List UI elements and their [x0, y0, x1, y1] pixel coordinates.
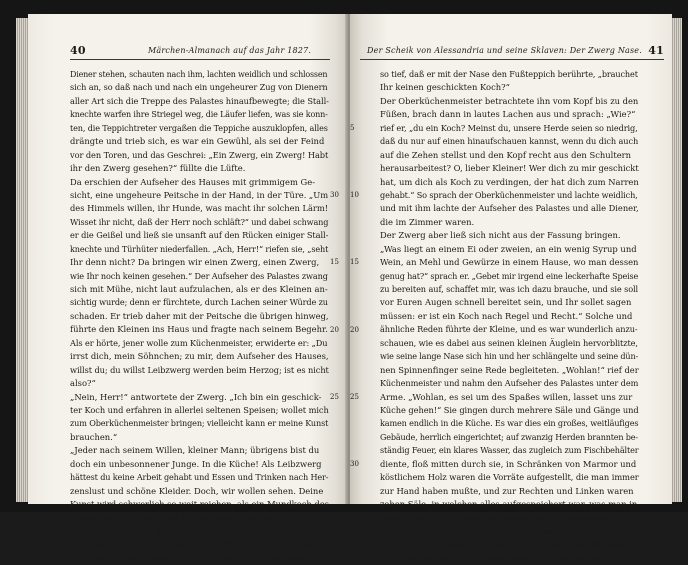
text-line: ihr den Zwerg gesehen?“ füllte die Lüfte.	[70, 163, 246, 174]
line-number: 15	[330, 258, 339, 267]
text-line: genug hat?“ sprach er. „Gebet mir irgend eine leckerhafte Speise	[380, 270, 639, 281]
text-line: drängte und trieb sich, es war ein Gewühl, als sei der Feind	[70, 136, 325, 147]
text-line: daß du nur auf einen hinaufschauen kannst, wenn du dich auch	[380, 136, 639, 147]
line-number: 10	[350, 191, 359, 200]
text-line: wie Ihr noch keinen gesehen.“ Der Aufseher des Palastes zwang	[70, 270, 328, 281]
text-line: „Nein, Herr!“ antwortete der Zwerg. „Ich bin ein geschick-	[70, 391, 322, 402]
right-running-head: Der Scheik von Alessandria und seine Sklaven: Der Zwerg Nase.	[367, 46, 642, 55]
text-line: vor den Toren, und das Geschrei: „Ein Zwerg, ein Zwerg! Habt	[70, 149, 329, 160]
left-page-text	[70, 68, 328, 565]
line-number: 35	[350, 527, 359, 536]
text-line: Küchenmeister und nahm den Aufseher des Palastes unter dem	[380, 378, 639, 389]
text-line: und führte ihn in die Gemächer des Oberküchenmeisters.	[70, 539, 316, 550]
text-line: kamen endlich in die Küche. Es war dies ein großes, weitläufiges	[380, 418, 639, 429]
text-line: gehabt.“ So sprach der Oberküchenmeister und lachte weidlich,	[380, 189, 638, 200]
text-line: Diener stehen, schauten nach ihm, lachten weidlich und schlossen	[70, 70, 328, 79]
text-line: ständig Feuer, ein klares Wasser, das zugleich zum Fischbehälter	[380, 445, 639, 456]
text-line: „Was liegt an einem Ei oder zweien, an ein wenig Syrup und	[380, 243, 637, 254]
text-line: so tief, daß er mit der Nase den Fußteppich berührte, „brauchet	[380, 69, 638, 79]
text-line: Da erschien der Aufseher des Hauses mit grimmigem Ge-	[70, 176, 316, 187]
text-line: rief er, „du ein Koch? Meinst du, unsere Herde seien so niedrig,	[380, 122, 638, 133]
text-line: Arme. „Wohlan, es sei um des Spaßes willen, lasset uns zur	[380, 391, 633, 402]
text-line: allen Ländern von Frankistan und selbst im Morgenlande Köst-	[380, 512, 639, 523]
text-line: zur Hand haben mußte, und zur Rechten und Linken waren	[380, 485, 634, 496]
text-line: Der Oberküchenmeister betrachtete ihn vom Kopf bis zu den	[380, 95, 639, 106]
text-line: Kunst wird schwerlich so weit reichen, als ein Mundkoch des	[70, 499, 329, 509]
text-line: und Pfannen, mit Gabeln und Schaumlöffeln; als aber der	[380, 552, 625, 563]
text-line: wie seine lange Nase sich hin und her schlängelte und seine dün-	[380, 351, 639, 362]
left-page-number: 40	[70, 44, 86, 57]
text-line: diente, floß mitten durch sie, in Schränken von Marmor und	[380, 458, 637, 469]
right-page	[350, 14, 672, 563]
text-line: schauen, wie es dabei aus seinen kleinen Äuglein hervorblitzte,	[380, 337, 638, 348]
text-line: zu bereiten auf, schaffet mir, was ich dazu brauche, und sie soll	[380, 284, 639, 294]
text-line: also?“	[70, 378, 96, 389]
text-line: liches und Leckeres für den Gaumen erfunden. Küchenbediente	[380, 525, 638, 536]
page-stack-left-edge	[16, 18, 28, 502]
text-line: die im Zimmer waren.	[380, 216, 475, 227]
text-line: „Gnädiger Herr“, sprach dort der Zwerg und verbeugte sich	[70, 552, 327, 563]
text-line: Ihr denn nicht? Da bringen wir einen Zwerg, einen Zwerg,	[70, 257, 320, 268]
text-line: zum Oberküchenmeister bringen; vielleicht kann er meine Kunst	[70, 418, 329, 429]
text-line: Als er hörte, jener wolle zum Küchenmeister, erwiderte er: „Du	[70, 337, 328, 348]
text-line: vor Euren Augen schnell bereitet sein, und Ihr sollet sagen	[380, 297, 632, 308]
right-header-rule	[360, 59, 664, 60]
left-running-head: Märchen-Almanach auf das Jahr 1827.	[148, 46, 312, 55]
text-line: er die Geißel und ließ sie unsanft auf den Rücken einiger Stall-	[70, 230, 329, 241]
text-line: schaden. Er trieb daher mit der Peitsche die übrigen hinweg,	[70, 310, 329, 321]
text-line: müssen: er ist ein Koch nach Regel und Recht.“ Solche und	[380, 310, 633, 321]
text-line: Gebäude, herrlich eingerichtet; auf zwanzig Herden brannten be-	[380, 432, 638, 442]
text-line: hat, um dich als Koch zu verdingen, der hat dich zum Narren	[380, 176, 639, 187]
text-line: Küche gehen!“ Sie gingen durch mehrere Säle und Gänge und	[380, 404, 639, 415]
line-number: 25	[350, 392, 359, 401]
text-line: Füßen, brach dann in lautes Lachen aus und sprach: „Wie?“	[380, 109, 636, 120]
line-number: 20	[350, 325, 359, 334]
text-line: herausarbeitest? O, lieber Kleiner! Wer dich zu mir geschickt	[380, 163, 639, 174]
text-line: Wein, an Mehl und Gewürze in einem Hause, wo man dessen	[380, 257, 639, 268]
line-number: 20	[330, 325, 339, 334]
text-line: sich mit Mühe, nicht laut aufzulachen, als er des Kleinen an-	[70, 284, 328, 294]
text-line: Herrn nötig hat, und zum Küchenjungen bist du zu gut.“ Bei	[70, 512, 327, 523]
text-line: sichtig wurde; denn er fürchtete, durch Lachen seiner Würde zu	[70, 297, 328, 308]
text-line: zehen Säle, in welchen alles aufgespeichert war, was man in	[380, 499, 638, 509]
text-line: nen Spinnenfinger seine Rede begleiteten. „Wohlan!“ rief der	[380, 364, 639, 375]
text-line: doch ein unbesonnener Junge. In die Küche! Als Leibzwerg	[70, 458, 322, 469]
right-page-text	[380, 68, 638, 565]
left-header-rule	[70, 59, 330, 60]
text-line: führte den Kleinen ins Haus und fragte nach seinem Begehr.	[70, 324, 328, 335]
text-line: ähnliche Reden führte der Kleine, und es war wunderlich anzu-	[380, 324, 638, 335]
left-page	[28, 14, 348, 563]
text-line: „Jeder nach seinem Willen, kleiner Mann; übrigens bist du	[70, 445, 320, 456]
text-line: auf die Zehen stellst und den Kopf recht aus den Schultern	[380, 149, 632, 160]
text-line: ter Koch und erfahren in allerlei seltenen Speisen; wollet mich	[70, 404, 329, 415]
text-line: hättest du keine Arbeit gehabt und Essen und Trinken nach Her-	[70, 472, 329, 483]
text-line: Ihr keinen geschickten Koch?“	[380, 82, 510, 93]
text-line: knechte warfen ihre Striegel weg, die Läufer liefen, was sie konn-	[70, 110, 328, 120]
text-line: brauchen.“	[70, 431, 118, 442]
page-stack-right-edge	[672, 18, 682, 502]
text-line: sich an, so daß nach und nach ein ungeheurer Zug von Dienern	[70, 82, 328, 93]
right-page-header	[360, 46, 664, 64]
right-page-number: 41	[648, 44, 664, 57]
text-line: sicht, eine ungeheure Peitsche in der Hand, in der Türe. „Um	[70, 189, 329, 200]
text-line: Wisset ihr nicht, daß der Herr noch schläft?“ und dabei schwang	[70, 216, 329, 227]
text-line: köstlichem Holz waren die Vorräte aufgestellt, die man immer	[380, 472, 639, 483]
line-number: 15	[350, 258, 359, 267]
text-line: und mit ihm lachte der Aufseher des Palastes und alle Diener,	[380, 203, 639, 214]
line-number: 25	[330, 392, 339, 401]
text-line: zenslust und schöne Kleider. Doch, wir wollen sehen. Deine	[70, 485, 324, 496]
text-line: aller Art liefen umher und rasselten und hantierten mit Kesseln	[380, 539, 639, 550]
text-line: Der Zwerg aber ließ sich nicht aus der Fassung bringen.	[380, 230, 621, 241]
text-line: willst du; du willst Leibzwerg werden beim Herzog; ist es nicht	[70, 364, 329, 375]
text-line: knechte und Türhüter niederfallen. „Ach, Herr!“ riefen sie, „seht	[70, 243, 329, 254]
text-line: aller Art sich die Treppe des Palastes hinaufbewegte; die Stall-	[70, 95, 329, 106]
text-line: des Himmels willen, ihr Hunde, was macht ihr solchen Lärm!	[70, 203, 329, 214]
text-line: diesen Worten nahm ihn der Aufseher des Palastes bei der Hand	[70, 525, 329, 536]
line-number: 30	[350, 460, 359, 469]
text-line: irrst dich, mein Söhnchen; zu mir, dem Aufseher des Hauses,	[70, 351, 329, 362]
text-line: ten, die Teppichtreter vergaßen die Teppiche auszuklopfen, alles	[70, 122, 328, 133]
left-page-header	[70, 46, 330, 64]
line-number: 30	[330, 191, 339, 200]
line-number: 5	[350, 123, 355, 132]
